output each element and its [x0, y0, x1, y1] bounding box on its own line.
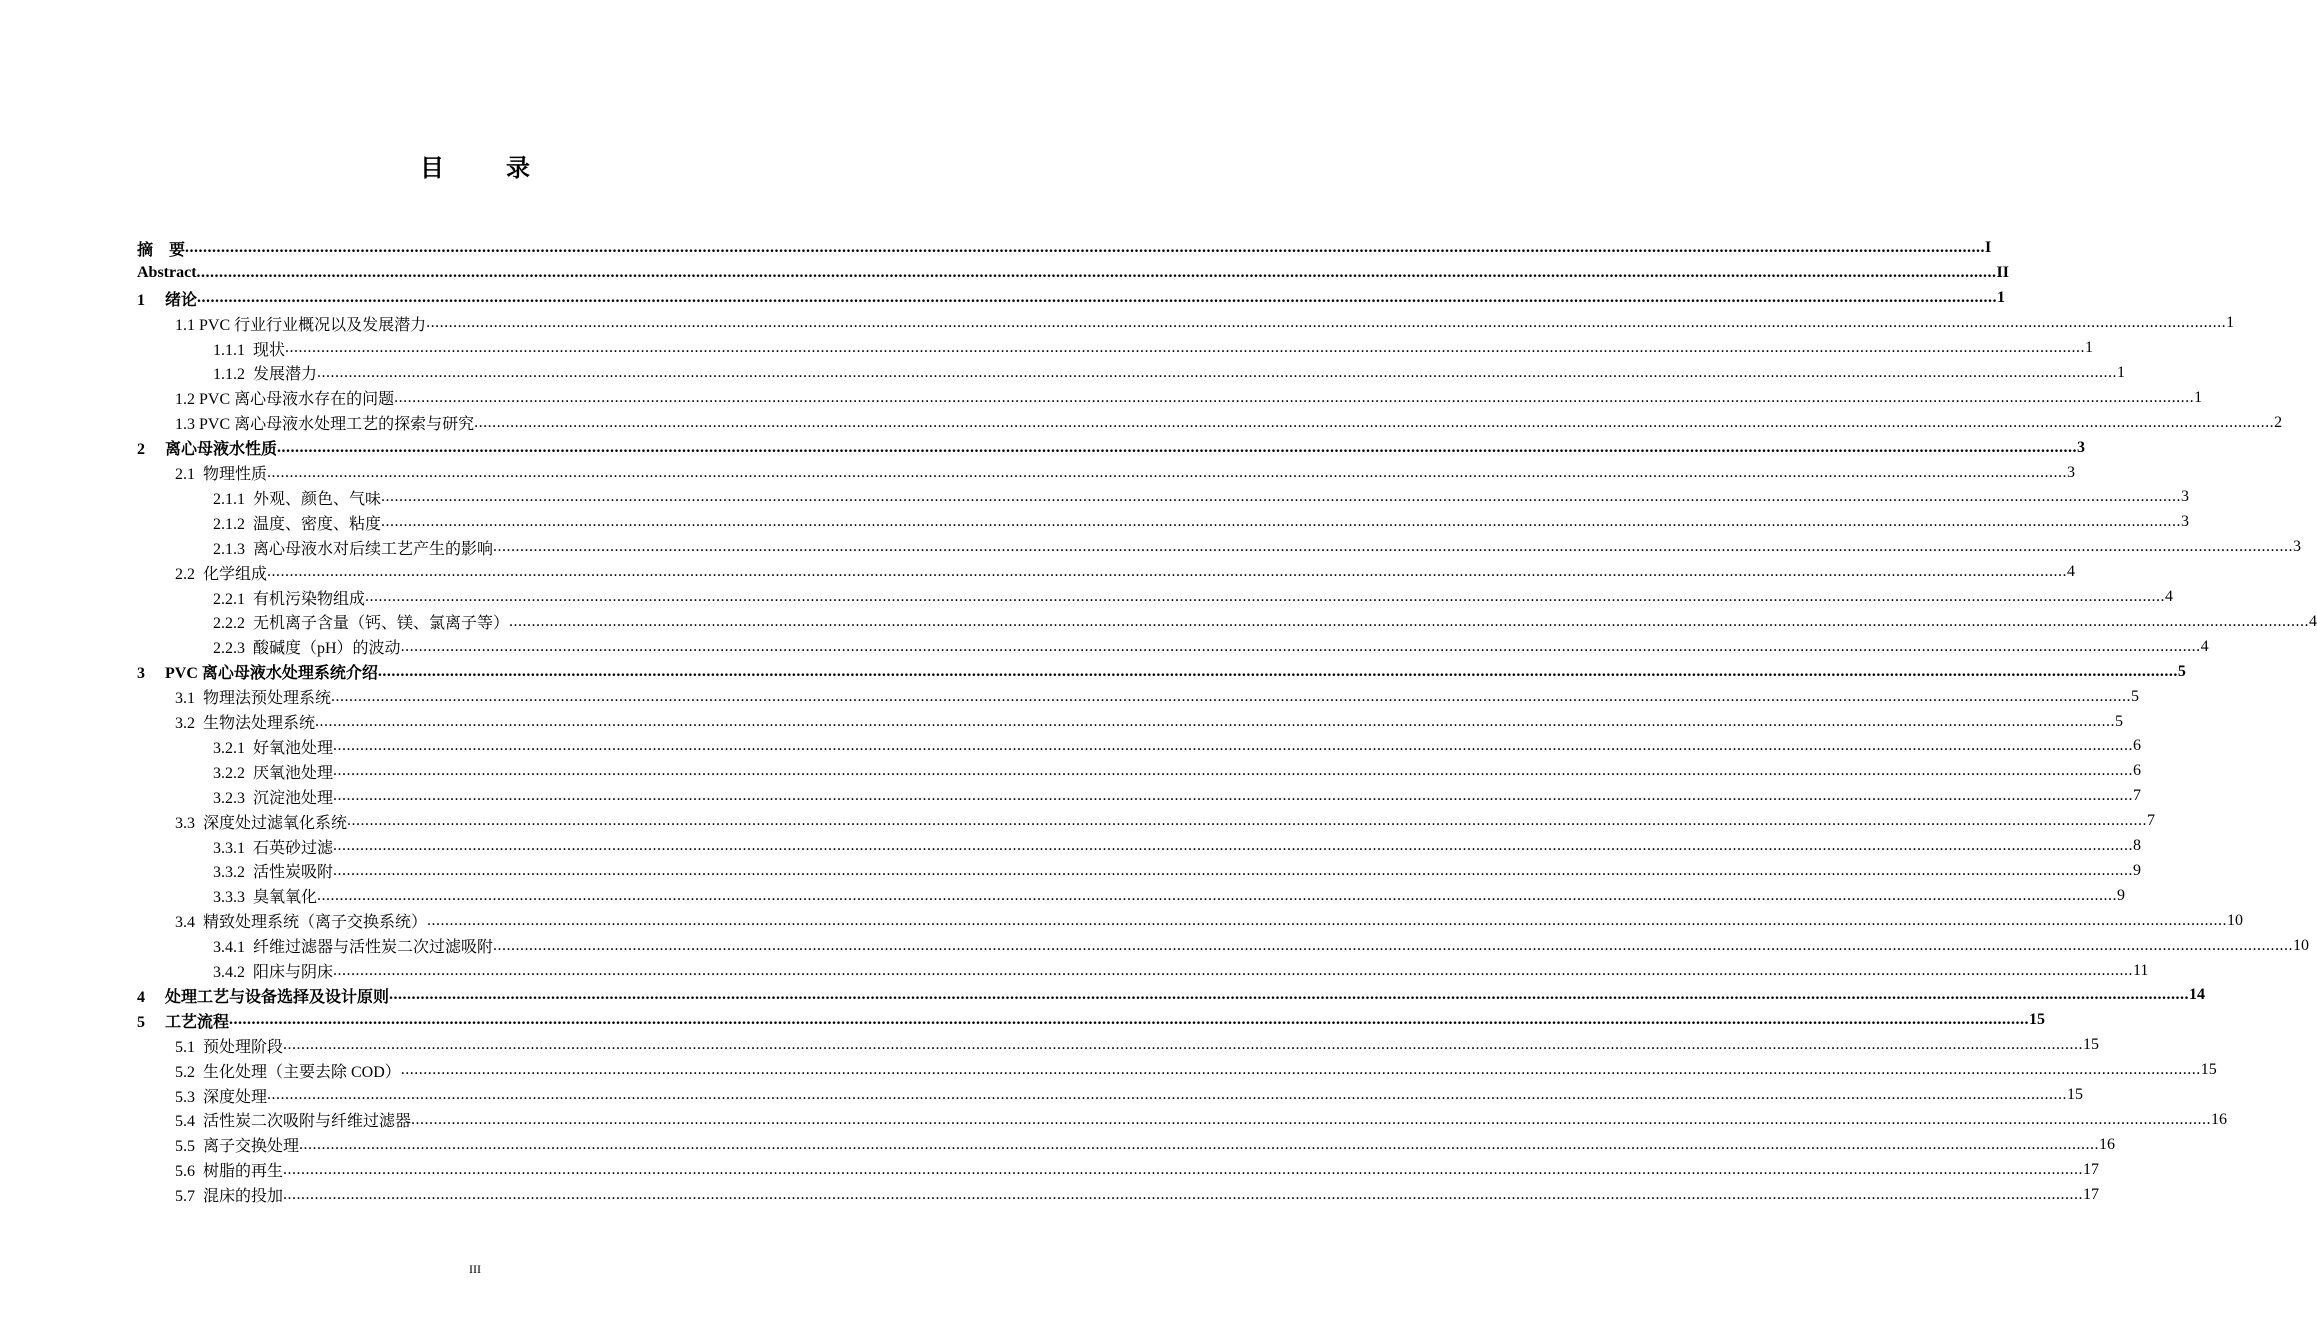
- toc-entry-text: 3.1 物理法预处理系统: [175, 690, 332, 708]
- toc-entry[interactable]: [213, 734, 2142, 759]
- toc-entry-page: 8: [2133, 837, 2142, 855]
- toc-entry-text: 1.1.1 现状: [213, 341, 286, 359]
- toc-entry[interactable]: [175, 809, 2156, 834]
- toc-entry[interactable]: [137, 236, 1992, 261]
- toc-entry-page: 3: [2067, 463, 2076, 481]
- toc-entry-page: 7: [2147, 812, 2156, 830]
- toc-entry-label: [213, 884, 317, 907]
- toc-entry-page: I: [1985, 239, 1992, 257]
- toc-entry-page: 10: [2293, 936, 2310, 954]
- toc-entry[interactable]: [213, 610, 2317, 635]
- toc-entry-text: 3.3 深度处过滤氧化系统: [175, 814, 348, 832]
- toc-entry-page: 16: [2211, 1110, 2228, 1128]
- toc-leader-dots: ................................................................................................................................................................................................................................................................................................................................................................................................................: [267, 563, 2068, 581]
- toc-entry-label: [175, 1059, 401, 1082]
- toc-entry-label: [175, 1034, 283, 1057]
- toc-entry-page: 7: [2133, 787, 2142, 805]
- toc-entry[interactable]: [213, 834, 2142, 859]
- toc-entry-label: [175, 1108, 411, 1131]
- toc-leader-dots: ................................................................................................................................................................................................................................................................................................................................................................................................................: [317, 886, 2118, 904]
- toc-entry[interactable]: [213, 759, 2142, 784]
- toc-entry-label: [137, 660, 378, 683]
- toc-leader-dots: ................................................................................................................................................................................................................................................................................................................................................................................................................: [381, 488, 2182, 506]
- toc-leader-dots: ................................................................................................................................................................................................................................................................................................................................................................................................................: [333, 737, 2134, 755]
- toc-entry-page: 15: [2200, 1061, 2217, 1079]
- toc-entry-text: 3.4.1 纤维过滤器与活性炭二次过滤吸附: [213, 939, 494, 957]
- toc-entry-page: 6: [2133, 737, 2142, 755]
- toc-entry-text: 1.2 PVC 离心母液水存在的问题: [175, 391, 395, 409]
- toc-entry-text: 2.2.2 无机离子含量（钙、镁、氯离子等）: [213, 615, 510, 633]
- toc-entry[interactable]: [213, 535, 2302, 560]
- toc-entry-label: [175, 1133, 299, 1156]
- toc-entry-label: [213, 610, 509, 633]
- toc-leader-dots: ................................................................................................................................................................................................................................................................................................................................................................................................................: [381, 513, 2182, 531]
- toc-entry-text: 1.1 PVC 行业行业概况以及发展潜力: [175, 316, 427, 334]
- toc-entry-label: [175, 461, 267, 484]
- toc-entry-page: 5: [2115, 712, 2124, 730]
- toc-leader-dots: ................................................................................................................................................................................................................................................................................................................................................................................................................: [394, 388, 2195, 406]
- toc-leader-dots: ................................................................................................................................................................................................................................................................................................................................................................................................................: [333, 787, 2134, 805]
- toc-entry-label: [175, 1084, 267, 1107]
- toc-entry-label: [175, 1158, 283, 1181]
- toc-leader-dots: ................................................................................................................................................................................................................................................................................................................................................................................................................: [197, 289, 1998, 307]
- toc-entry-text: 2.1 物理性质: [175, 466, 268, 484]
- toc-entry-label: [137, 264, 197, 282]
- toc-leader-dots: ................................................................................................................................................................................................................................................................................................................................................................................................................: [493, 538, 2294, 556]
- toc-leader-dots: ................................................................................................................................................................................................................................................................................................................................................................................................................: [365, 588, 2166, 606]
- toc-entry-label: [175, 312, 426, 335]
- toc-entry-label: [175, 386, 394, 409]
- toc-entry[interactable]: [213, 859, 2142, 884]
- toc-entry-label: [175, 1183, 283, 1206]
- toc-entry-label: [213, 859, 333, 882]
- toc-entry-label: [137, 1009, 229, 1032]
- toc-leader-dots: ................................................................................................................................................................................................................................................................................................................................................................................................................: [347, 812, 2148, 830]
- toc-entry-page: 4: [2165, 588, 2174, 606]
- toc-entry-label: [175, 909, 427, 932]
- toc-leader-dots: ................................................................................................................................................................................................................................................................................................................................................................................................................: [283, 1185, 2084, 1203]
- toc-entry[interactable]: [213, 585, 2174, 610]
- toc-entry-page: 4: [2309, 612, 2317, 630]
- toc-entry-text: 1.3 PVC 离心母液水处理工艺的探索与研究: [175, 416, 475, 434]
- toc-entry-page: 10: [2227, 911, 2244, 929]
- page-title: 目 录: [420, 156, 558, 182]
- toc-leader-dots: ................................................................................................................................................................................................................................................................................................................................................................................................................: [333, 861, 2134, 879]
- toc-entry-text: 5.1 预处理阶段: [175, 1038, 284, 1056]
- toc-entry-page: 4: [2067, 563, 2076, 581]
- toc-entry-text: 5.5 离子交换处理: [175, 1138, 300, 1156]
- toc-entry[interactable]: [137, 261, 2009, 286]
- toc-entry[interactable]: [213, 933, 2310, 958]
- toc-entry[interactable]: [175, 1033, 2100, 1058]
- toc-entry-text: 2.1.1 外观、颜色、气味: [213, 490, 382, 508]
- toc-leader-dots: ................................................................................................................................................................................................................................................................................................................................................................................................................: [283, 1036, 2084, 1054]
- toc-entry-page: 17: [2083, 1185, 2100, 1203]
- toc-leader-dots: ................................................................................................................................................................................................................................................................................................................................................................................................................: [283, 1160, 2084, 1178]
- toc-leader-dots: ................................................................................................................................................................................................................................................................................................................................................................................................................: [196, 264, 1997, 282]
- toc-entry-label: [175, 561, 267, 584]
- toc-entry-page: 1: [2085, 339, 2094, 357]
- toc-entry-text: 处理工艺与设备选择及设计原则: [165, 988, 390, 1006]
- toc-entry-page: 9: [2133, 861, 2142, 879]
- toc-entry-label: [175, 810, 347, 833]
- toc-leader-dots: ................................................................................................................................................................................................................................................................................................................................................................................................................: [509, 612, 2310, 630]
- toc-entry[interactable]: [175, 560, 2076, 585]
- toc-leader-dots: ................................................................................................................................................................................................................................................................................................................................................................................................................: [315, 712, 2116, 730]
- toc-entry-label: [137, 237, 185, 260]
- toc-leader-dots: ................................................................................................................................................................................................................................................................................................................................................................................................................: [285, 339, 2086, 357]
- toc-entry[interactable]: [175, 1157, 2100, 1182]
- toc-entry-text: 工艺流程: [165, 1013, 230, 1031]
- toc-entry-page: II: [1996, 264, 2009, 282]
- toc-entry-text: 2.1.2 温度、密度、粘度: [213, 515, 382, 533]
- toc-entry[interactable]: [213, 784, 2142, 809]
- toc-entry[interactable]: [175, 460, 2076, 485]
- toc-entry[interactable]: [137, 1008, 2046, 1033]
- toc-leader-dots: ................................................................................................................................................................................................................................................................................................................................................................................................................: [389, 986, 2190, 1004]
- toc-entry-text: 2.1.3 离心母液水对后续工艺产生的影响: [213, 540, 494, 558]
- toc-entry-number: 3: [137, 665, 145, 683]
- toc-leader-dots: ................................................................................................................................................................................................................................................................................................................................................................................................................: [333, 762, 2134, 780]
- toc-leader-dots: ................................................................................................................................................................................................................................................................................................................................................................................................................: [426, 314, 2227, 332]
- toc-entry-page: 6: [2133, 762, 2142, 780]
- toc-entry[interactable]: [213, 634, 2209, 659]
- toc-entry[interactable]: [175, 908, 2244, 933]
- toc-entry[interactable]: [175, 1132, 2116, 1157]
- toc-entry-label: [213, 361, 317, 384]
- toc-entry-number: 4: [137, 988, 145, 1006]
- toc-leader-dots: ................................................................................................................................................................................................................................................................................................................................................................................................................: [411, 1110, 2212, 1128]
- toc-entry-page: 3: [2181, 513, 2190, 531]
- toc-entry-text: PVC 离心母液水处理系统介绍: [165, 665, 378, 683]
- toc-entry-label: [213, 536, 493, 559]
- toc-entry[interactable]: [175, 385, 2203, 410]
- toc-leader-dots: ................................................................................................................................................................................................................................................................................................................................................................................................................: [185, 239, 1986, 257]
- toc-entry-label: [213, 934, 493, 957]
- toc-leader-dots: ................................................................................................................................................................................................................................................................................................................................................................................................................: [317, 363, 2118, 381]
- toc-entry-label: [175, 710, 315, 733]
- toc-entry-text: 5.7 混床的投加: [175, 1188, 284, 1206]
- toc-entry[interactable]: [213, 958, 2149, 983]
- toc-leader-dots: ................................................................................................................................................................................................................................................................................................................................................................................................................: [400, 637, 2201, 655]
- toc-entry-page: 15: [2083, 1036, 2100, 1054]
- toc-entry-text: 3.4.2 阳床与阴床: [213, 964, 334, 982]
- toc-entry[interactable]: [213, 883, 2126, 908]
- toc-entry-label: [213, 835, 333, 858]
- toc-entry[interactable]: [175, 1058, 2217, 1083]
- toc-entry-page: 1: [2117, 363, 2126, 381]
- toc-leader-dots: ................................................................................................................................................................................................................................................................................................................................................................................................................: [267, 463, 2068, 481]
- toc-entry-label: [213, 511, 381, 534]
- toc-entry-label: [213, 635, 401, 658]
- toc-entry-text: 2.2.1 有机污染物组成: [213, 590, 366, 608]
- toc-entry-page: 15: [2067, 1086, 2084, 1104]
- toc-entry-page: 14: [2189, 986, 2206, 1004]
- toc-entry-text: 3.4 精致处理系统（离子交换系统）: [175, 914, 428, 932]
- page-number: III: [469, 1262, 481, 1276]
- toc-entry-page: 4: [2200, 637, 2209, 655]
- toc-entry-page: 16: [2099, 1135, 2116, 1153]
- toc-entry-page: 15: [2029, 1011, 2046, 1029]
- toc-entry[interactable]: [175, 410, 2283, 435]
- toc-entry[interactable]: [137, 435, 2086, 460]
- toc-leader-dots: ................................................................................................................................................................................................................................................................................................................................................................................................................: [333, 961, 2134, 979]
- toc-entry-label: [213, 785, 333, 808]
- toc-entry-label: [137, 287, 197, 310]
- toc-entry-page: 1: [2226, 314, 2235, 332]
- toc-entry-label: [175, 685, 331, 708]
- toc-entry-text: 3.3.1 石英砂过滤: [213, 839, 334, 857]
- toc-entry[interactable]: [213, 336, 2094, 361]
- toc-entry[interactable]: [175, 1083, 2084, 1108]
- toc-entry-text: 2.2.3 酸碱度（pH）的波动: [213, 640, 401, 658]
- toc-entry-text: 5.4 活性炭二次吸附与纤维过滤器: [175, 1113, 412, 1131]
- toc-entry-text: 摘 要: [137, 241, 186, 259]
- toc-entry-page: 5: [2131, 687, 2140, 705]
- toc-entry-page: 9: [2117, 886, 2126, 904]
- toc-entry[interactable]: [213, 361, 2126, 386]
- toc-leader-dots: ................................................................................................................................................................................................................................................................................................................................................................................................................: [400, 1061, 2201, 1079]
- toc-entry-label: [213, 586, 365, 609]
- toc-entry[interactable]: [213, 510, 2190, 535]
- toc-entry-text: 3.3.2 活性炭吸附: [213, 864, 334, 882]
- toc-entry-text: 5.6 树脂的再生: [175, 1163, 284, 1181]
- toc-entry-label: [175, 411, 474, 434]
- toc-entry-page: 2: [2274, 413, 2283, 431]
- toc-entry-page: 17: [2083, 1160, 2100, 1178]
- toc-entry-label: [213, 337, 285, 360]
- toc-entry[interactable]: [175, 709, 2124, 734]
- toc-entry-text: 5.3 深度处理: [175, 1088, 268, 1106]
- toc-entry-number: 5: [137, 1013, 145, 1031]
- toc-entry-page: 11: [2133, 961, 2149, 979]
- toc-entry-label: [213, 735, 333, 758]
- toc-entry[interactable]: [137, 983, 2206, 1008]
- toc-entry[interactable]: [175, 684, 2140, 709]
- toc-leader-dots: ................................................................................................................................................................................................................................................................................................................................................................................................................: [474, 413, 2275, 431]
- toc-leader-dots: ................................................................................................................................................................................................................................................................................................................................................................................................................: [277, 438, 2078, 456]
- toc-entry-label: [137, 984, 389, 1007]
- toc-entry-text: 2.2 化学组成: [175, 565, 268, 583]
- toc-leader-dots: ................................................................................................................................................................................................................................................................................................................................................................................................................: [267, 1086, 2068, 1104]
- toc-leader-dots: ................................................................................................................................................................................................................................................................................................................................................................................................................: [333, 837, 2134, 855]
- toc-entry[interactable]: [137, 286, 2006, 311]
- toc-entry[interactable]: [213, 485, 2190, 510]
- toc-leader-dots: ................................................................................................................................................................................................................................................................................................................................................................................................................: [377, 662, 2178, 680]
- toc-entry[interactable]: [175, 1108, 2228, 1133]
- toc-entry-number: 2: [137, 441, 145, 459]
- toc-entry-text: 3.2 生物法处理系统: [175, 715, 316, 733]
- toc-entry-label: [213, 486, 381, 509]
- toc-leader-dots: ................................................................................................................................................................................................................................................................................................................................................................................................................: [331, 687, 2132, 705]
- toc-entry-text: 绪论: [165, 291, 198, 309]
- toc-entry-text: 3.3.3 臭氧氧化: [213, 889, 318, 907]
- toc-entry-page: 3: [2293, 538, 2302, 556]
- toc-leader-dots: ................................................................................................................................................................................................................................................................................................................................................................................................................: [229, 1011, 2030, 1029]
- toc-entry-label: [137, 436, 277, 459]
- toc-entry-page: 3: [2181, 488, 2190, 506]
- toc-entry[interactable]: [137, 659, 2186, 684]
- toc-entry-text: 3.2.1 好氧池处理: [213, 739, 334, 757]
- toc-entry[interactable]: [175, 1182, 2100, 1207]
- toc-entry-label: [213, 760, 333, 783]
- toc-entry-page: 1: [2194, 388, 2203, 406]
- toc-entry-text: Abstract: [137, 264, 197, 282]
- toc-entry-text: 3.2.3 沉淀池处理: [213, 789, 334, 807]
- toc-entry-page: 1: [1997, 289, 2006, 307]
- toc-entry-text: 5.2 生化处理（主要去除 COD）: [175, 1063, 401, 1081]
- toc-entry-text: 1.1.2 发展潜力: [213, 366, 318, 384]
- toc-entry-page: 3: [2077, 438, 2086, 456]
- toc-leader-dots: ................................................................................................................................................................................................................................................................................................................................................................................................................: [493, 936, 2294, 954]
- toc-entry-text: 3.2.2 厌氧池处理: [213, 764, 334, 782]
- toc-entry-page: 5: [2177, 662, 2186, 680]
- toc-entry-number: 1: [137, 291, 145, 309]
- toc-entry-text: 离心母液水性质: [165, 441, 278, 459]
- toc-leader-dots: ................................................................................................................................................................................................................................................................................................................................................................................................................: [299, 1135, 2100, 1153]
- toc-leader-dots: ................................................................................................................................................................................................................................................................................................................................................................................................................: [427, 911, 2228, 929]
- toc-entry[interactable]: [175, 311, 2235, 336]
- toc-entry-label: [213, 959, 333, 982]
